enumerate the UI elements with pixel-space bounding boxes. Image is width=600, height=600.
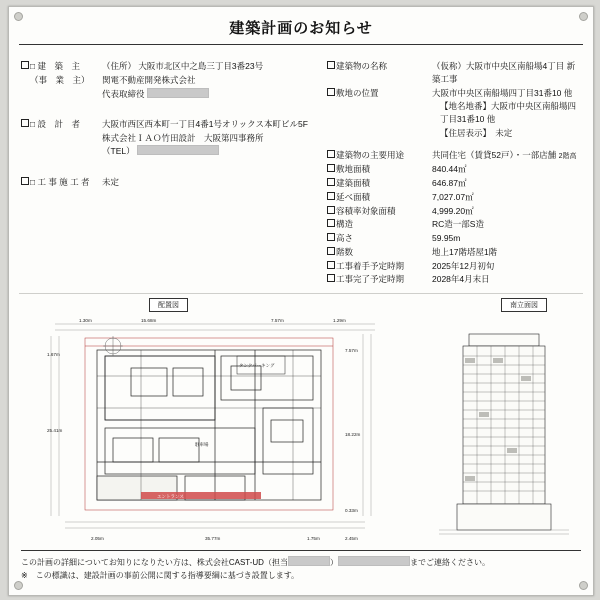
svg-text:1.75m: 1.75m — [307, 536, 320, 542]
checkbox-icon — [21, 61, 30, 69]
checkbox-icon — [21, 177, 30, 185]
checkbox-icon — [327, 178, 336, 186]
builder-row — [21, 176, 321, 189]
svg-text:35.77m: 35.77m — [205, 536, 221, 542]
spacer — [336, 100, 440, 126]
designer-tel-row — [102, 145, 321, 158]
main-use-row — [327, 149, 581, 163]
svg-text:25.41m: 25.41m — [47, 428, 63, 434]
site-area-label: 敷地面積 — [336, 164, 371, 175]
structure-row — [327, 218, 581, 231]
structure-label: 構造 — [336, 219, 354, 230]
height-label: 高さ — [336, 233, 354, 244]
svg-text:1.29m: 1.29m — [333, 318, 346, 324]
building-area-value: 646.87㎡ — [432, 178, 467, 189]
builder-label: □ 工 事 施 工 者 — [30, 176, 90, 187]
start-date-value: 2025年12月初旬 — [432, 260, 495, 271]
start-date-label: 工事着手予定時期 — [336, 260, 405, 271]
left-column — [21, 51, 321, 287]
main-use-value — [432, 149, 581, 163]
site-address-row — [336, 100, 581, 126]
checkbox-icon — [327, 247, 336, 255]
owner-address — [102, 60, 321, 73]
footer-contact-mid: ） — [329, 557, 338, 567]
checkbox-icon — [327, 150, 336, 158]
owner-row2 — [21, 74, 321, 87]
designer-tel-label: （TEL） — [102, 145, 135, 156]
notice-board — [8, 6, 594, 596]
svg-text:2.05m: 2.05m — [91, 536, 104, 542]
footer-note-line: ※ この標識は、建設計画の事前公開に関する指導要綱に基づき設置します。 — [21, 571, 300, 581]
svg-text:1.67m: 1.67m — [47, 352, 60, 358]
site-location-label: 敷地の位置 — [336, 87, 379, 98]
designer-address: 大阪市西区西本町一丁目4番1号オリックス本町ビル5F — [102, 119, 308, 130]
height-value: 59.95m — [432, 233, 461, 244]
building-name-label: 建築物の名称 — [336, 61, 388, 71]
svg-text:0.33m: 0.33m — [345, 508, 358, 514]
end-date-row — [327, 273, 581, 286]
site-plan-drawing — [45, 316, 385, 544]
builder-value: 未定 — [102, 176, 120, 187]
svg-text:駐車場: 駐車場 — [195, 442, 209, 448]
checkbox-icon — [327, 164, 336, 172]
far-area-value: 4,999.20㎡ — [432, 205, 474, 216]
total-floor-area-value: 7,027.07㎡ — [432, 191, 474, 202]
owner-company: 関電不動産開発株式会社 — [102, 74, 196, 85]
far-area-label: 容積率対象面積 — [336, 205, 396, 216]
elevation-drawing-tag: 南立面図 — [501, 298, 547, 312]
structure-value: RC造一部S造 — [432, 219, 484, 230]
floors-value: 地上17階塔屋1階 — [432, 246, 498, 257]
site-address-value: 【地名地番】大阪市中央区南船場四丁目31番10 他 — [440, 101, 577, 125]
total-floor-area-label: 延べ面積 — [336, 191, 371, 202]
owner-sublabel: （事 業 主） — [30, 74, 90, 85]
svg-text:タンクパーキング: タンクパーキング — [239, 363, 275, 369]
designer-tel-mask — [137, 145, 219, 155]
checkbox-icon — [327, 274, 336, 282]
plan-drawing-tag: 配置図 — [149, 298, 188, 312]
checkbox-icon — [327, 206, 336, 214]
building-area-row — [327, 177, 581, 190]
svg-text:15.68m: 15.68m — [141, 318, 157, 324]
main-use-label: 建築物の主要用途 — [336, 149, 405, 160]
owner-name-mask — [147, 88, 209, 98]
floors-row — [327, 246, 581, 259]
footer-contact-pre: この計画の詳細についてお知りになりたい方は、 — [21, 557, 197, 567]
site-area-row — [327, 163, 581, 176]
svg-text:1.30m: 1.30m — [79, 318, 92, 324]
total-floor-area-row — [327, 191, 581, 204]
end-date-label: 工事完了予定時期 — [336, 274, 405, 285]
owner-address-label: （住所） — [102, 61, 137, 71]
site-area-value: 840.44㎡ — [432, 164, 467, 175]
footer-contact-line — [21, 556, 581, 570]
svg-text:7.57m: 7.57m — [271, 318, 284, 324]
designer-company: 株式会社ＩＡＯ竹田設計 大阪第四事務所 — [102, 133, 264, 143]
checkbox-icon — [327, 88, 336, 96]
checkbox-icon — [327, 61, 336, 69]
page-title: 建築計画のお知らせ — [229, 20, 373, 37]
footer-contact-company: 株式会社CAST-UD（担当 — [196, 557, 288, 567]
site-display-row — [336, 127, 581, 140]
main-use-note: 2階高 — [558, 152, 577, 160]
svg-text:エントランス: エントランス — [157, 494, 184, 500]
drawings-area — [19, 293, 583, 562]
svg-text:7.57m: 7.57m — [345, 348, 358, 354]
owner-label: □ 建 築 主 — [30, 61, 80, 71]
checkbox-icon — [327, 261, 336, 269]
footer-contact-mask2 — [338, 556, 410, 566]
end-date-value: 2028年4月末日 — [432, 274, 490, 285]
footer-divider — [21, 550, 581, 551]
content-columns — [9, 45, 593, 287]
checkbox-icon — [21, 119, 30, 127]
site-display-value: 【住居表示】 未定 — [440, 127, 513, 138]
height-row — [327, 232, 581, 245]
start-date-row — [327, 260, 581, 273]
svg-text:18.22m: 18.22m — [345, 432, 361, 438]
svg-text:2.45m: 2.45m — [345, 536, 358, 542]
spacer — [336, 127, 440, 140]
footer-contact-mask1 — [288, 556, 330, 566]
footer — [21, 550, 581, 583]
checkbox-icon — [327, 219, 336, 227]
bolt-top-left — [14, 12, 23, 21]
owner-role: 代表取締役 — [102, 88, 145, 99]
elevation-drawing — [429, 316, 579, 544]
far-area-row — [327, 205, 581, 218]
building-area-label: 建築面積 — [336, 178, 371, 189]
bolt-top-right — [579, 12, 588, 21]
designer-label: □ 設 計 者 — [30, 119, 80, 130]
checkbox-icon — [327, 192, 336, 200]
right-column — [321, 51, 581, 287]
checkbox-icon — [327, 233, 336, 241]
site-location-row — [327, 87, 581, 100]
designer-row — [21, 118, 321, 131]
floors-label: 階数 — [336, 246, 354, 257]
footer-contact-post: までご連絡ください。 — [409, 557, 490, 567]
owner-role-row — [102, 88, 321, 101]
site-location-value: 大阪市中央区南船場四丁目31番10 他 — [432, 87, 573, 98]
main-use-text: 共同住宅（賃貸52戸）・一部店舗 — [432, 149, 557, 160]
building-name-value: （仮称）大阪市中央区南船場4丁目 新築工事 — [432, 61, 576, 84]
building-name-row — [327, 60, 581, 86]
owner-address-value: 大阪市北区中之島三丁目3番23号 — [138, 61, 264, 71]
owner-row — [21, 60, 321, 73]
